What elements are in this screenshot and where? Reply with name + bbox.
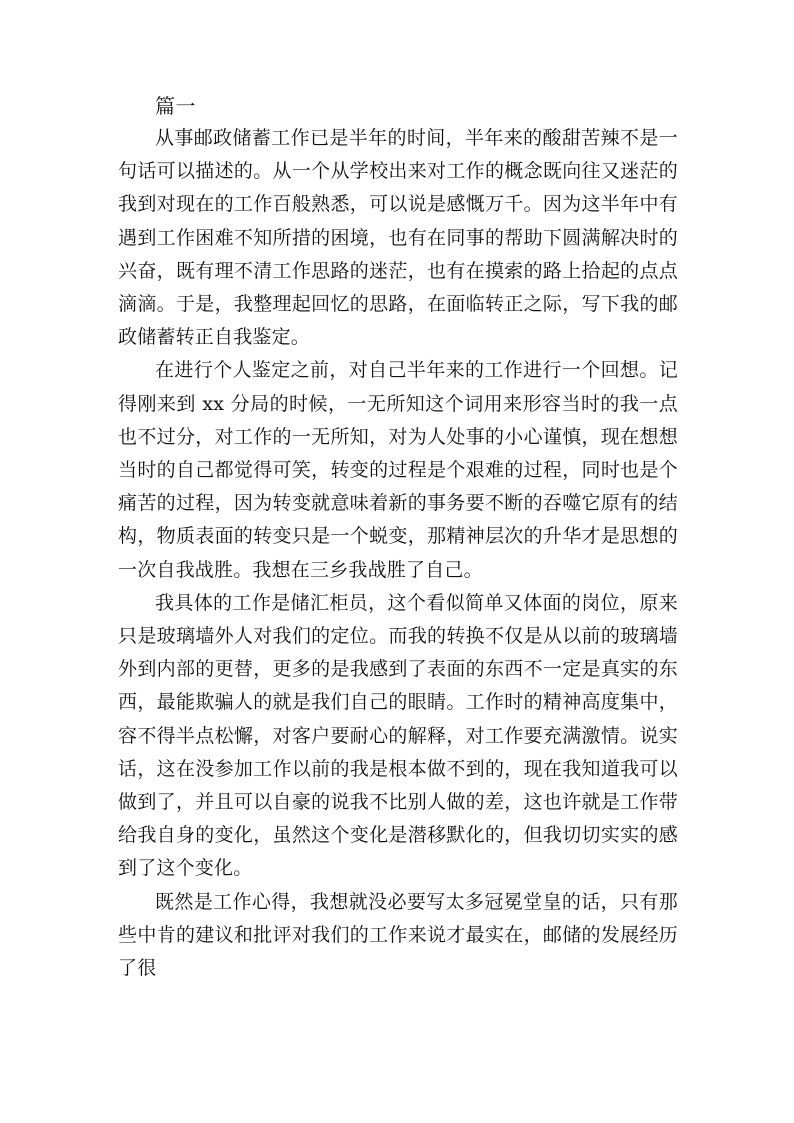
document-page <box>118 90 678 985</box>
paragraph-2: 在进行个人鉴定之前，对自己半年来的工作进行一个回想。记得刚来到 xx 分局的时候，一无所知这个词用来形容当时的我一点也不过分，对工作的一无所知，对为人处事的小心谨慎，现在想想当时的自己都觉得可笑，转变的过程是个艰难的过程，同时也是个痛苦的过程，因为转变就意味着新的事务要不断的吞噬它原有的结构，物质表面的转变只是一个蜕变，那精神层次的升华才是思想的一次自我战胜。我想在三乡我战胜了自己。 <box>118 359 678 581</box>
paragraph-3: 我具体的工作是储汇柜员，这个看似简单又体面的岗位，原来只是玻璃墙外人对我们的定位。而我的转换不仅是从以前的玻璃墙外到内部的更替，更多的是我感到了表面的东西不一定是真实的东西，最能欺骗人的就是我们自己的眼睛。工作时的精神高度集中，容不得半点松懈，对客户要耐心的解释，对工作要充满激情。说实话，这在没参加工作以前的我是根本做不到的，现在我知道我可以做到了，并且可以自豪的说我不比别人做的差，这也许就是工作带给我自身的变化，虽然这个变化是潜移默化的，但我切切实实的感到了这个变化。 <box>118 591 678 880</box>
paragraph-1: 从事邮政储蓄工作已是半年的时间，半年来的酸甜苦辣不是一句话可以描述的。从一个从学校出来对工作的概念既向往又迷茫的我到对现在的工作百般熟悉，可以说是感慨万千。因为这半年中有遇到工作困难不知所措的困境，也有在同事的帮助下圆满解决时的兴奋，既有理不清工作思路的迷茫，也有在摸索的路上拾起的点点滴滴。于是，我整理起回忆的思路，在面临转正之际，写下我的邮政储蓄转正自我鉴定。 <box>118 127 678 349</box>
paragraph-4: 既然是工作心得，我想就没必要写太多冠冕堂皇的话，只有那些中肯的建议和批评对我们的工作来说才最实在，邮储的发展经历了很 <box>118 890 678 980</box>
section-heading: 篇一 <box>155 94 196 118</box>
